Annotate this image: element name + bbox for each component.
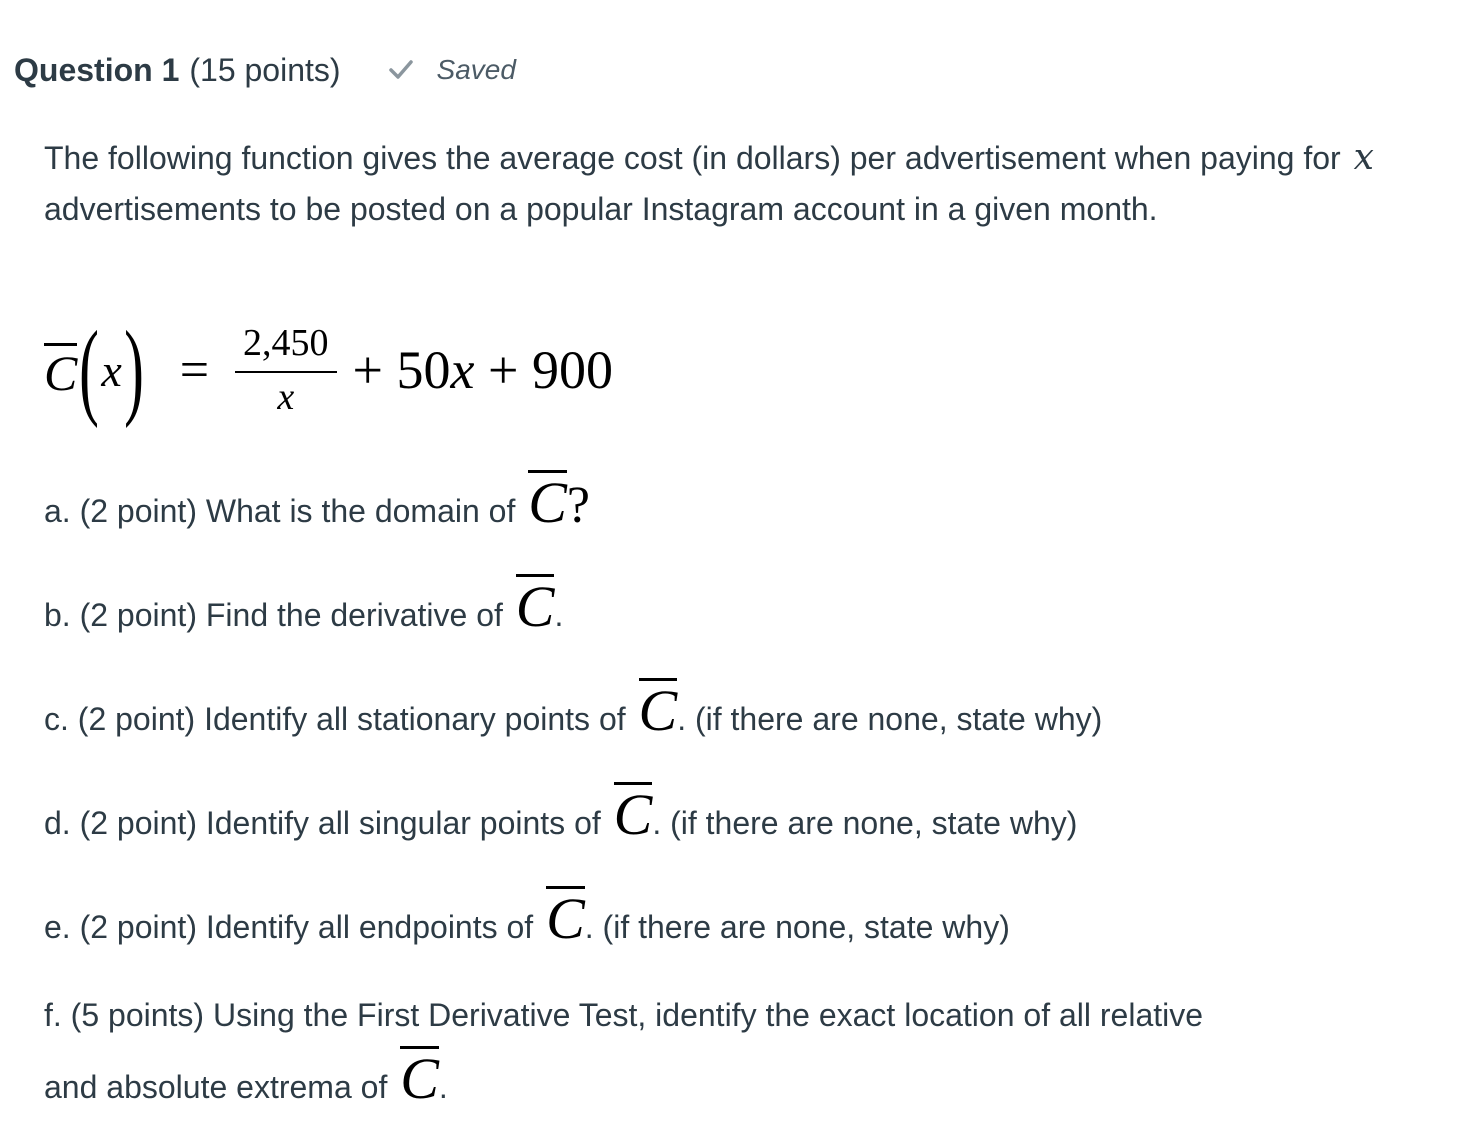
question-points: (15 points) [189, 51, 341, 88]
formula-right-paren: ) [123, 310, 144, 429]
part-c-text: c. (2 point) Identify all stationary points of [44, 701, 626, 737]
part-b-suffix: . [554, 597, 564, 633]
part-b-symbol: C [515, 574, 555, 639]
part-f-text: and absolute extrema of [44, 1069, 388, 1105]
formula-constant: 900 [531, 340, 613, 400]
part-d-text: d. (2 point) Identify all singular points of [44, 805, 601, 841]
part-d-suffix: . (if there are none, state why) [652, 805, 1078, 841]
part-a-suffix: ? [566, 477, 591, 534]
formula-function-name: C [44, 344, 78, 401]
part-f [44, 984, 1434, 1118]
formula-remaining-terms [353, 339, 613, 401]
question-title: Question 1 [14, 51, 180, 88]
part-a-symbol: C [528, 470, 567, 535]
saved-status [387, 54, 516, 86]
fraction-denominator: x [277, 376, 295, 418]
part-c-suffix: . (if there are none, state why) [677, 701, 1103, 737]
formula-plus-1: + [352, 340, 384, 400]
part-c-symbol: C [638, 678, 678, 743]
part-f-symbol: C [400, 1046, 439, 1111]
question-body [44, 132, 1434, 235]
part-e [44, 886, 1010, 951]
part-f-line-2 [44, 1046, 1434, 1118]
part-e-symbol: C [546, 886, 585, 951]
part-b-text: b. (2 point) Find the derivative of [44, 597, 503, 633]
formula-term-variable: x [450, 340, 475, 400]
part-e-text: e. (2 point) Identify all endpoints of [44, 909, 534, 945]
formula-plus-2: + [487, 340, 519, 400]
question-intro [44, 132, 1434, 235]
part-d [44, 782, 1078, 847]
part-c [44, 678, 1103, 743]
part-a [44, 470, 590, 535]
formula-coefficient: 50 [396, 340, 451, 400]
formula-fraction [235, 321, 337, 419]
formula-equals: = [179, 341, 210, 399]
part-d-symbol: C [613, 782, 653, 847]
part-b [44, 574, 564, 639]
cost-function-formula [44, 312, 613, 428]
fraction-numerator: 2,450 [235, 321, 337, 373]
checkmark-icon [387, 56, 415, 84]
part-f-suffix: . [438, 1069, 448, 1105]
formula-left-paren: ( [79, 310, 100, 429]
intro-text-after: advertisements to be posted on a popular Instagram account in a given month. [44, 191, 1158, 227]
saved-label: Saved [436, 54, 516, 85]
question-header [14, 48, 516, 92]
part-a-text: a. (2 point) What is the domain of [44, 493, 516, 529]
intro-text-before: The following function gives the average cost (in dollars) per advertisement when paying for [44, 140, 1341, 176]
formula-argument: x [101, 344, 122, 396]
part-f-line-1: f. (5 points) Using the First Derivative Test, identify the exact location of all relative [44, 997, 1204, 1033]
intro-variable: x [1353, 137, 1374, 178]
part-e-suffix: . (if there are none, state why) [584, 909, 1010, 945]
